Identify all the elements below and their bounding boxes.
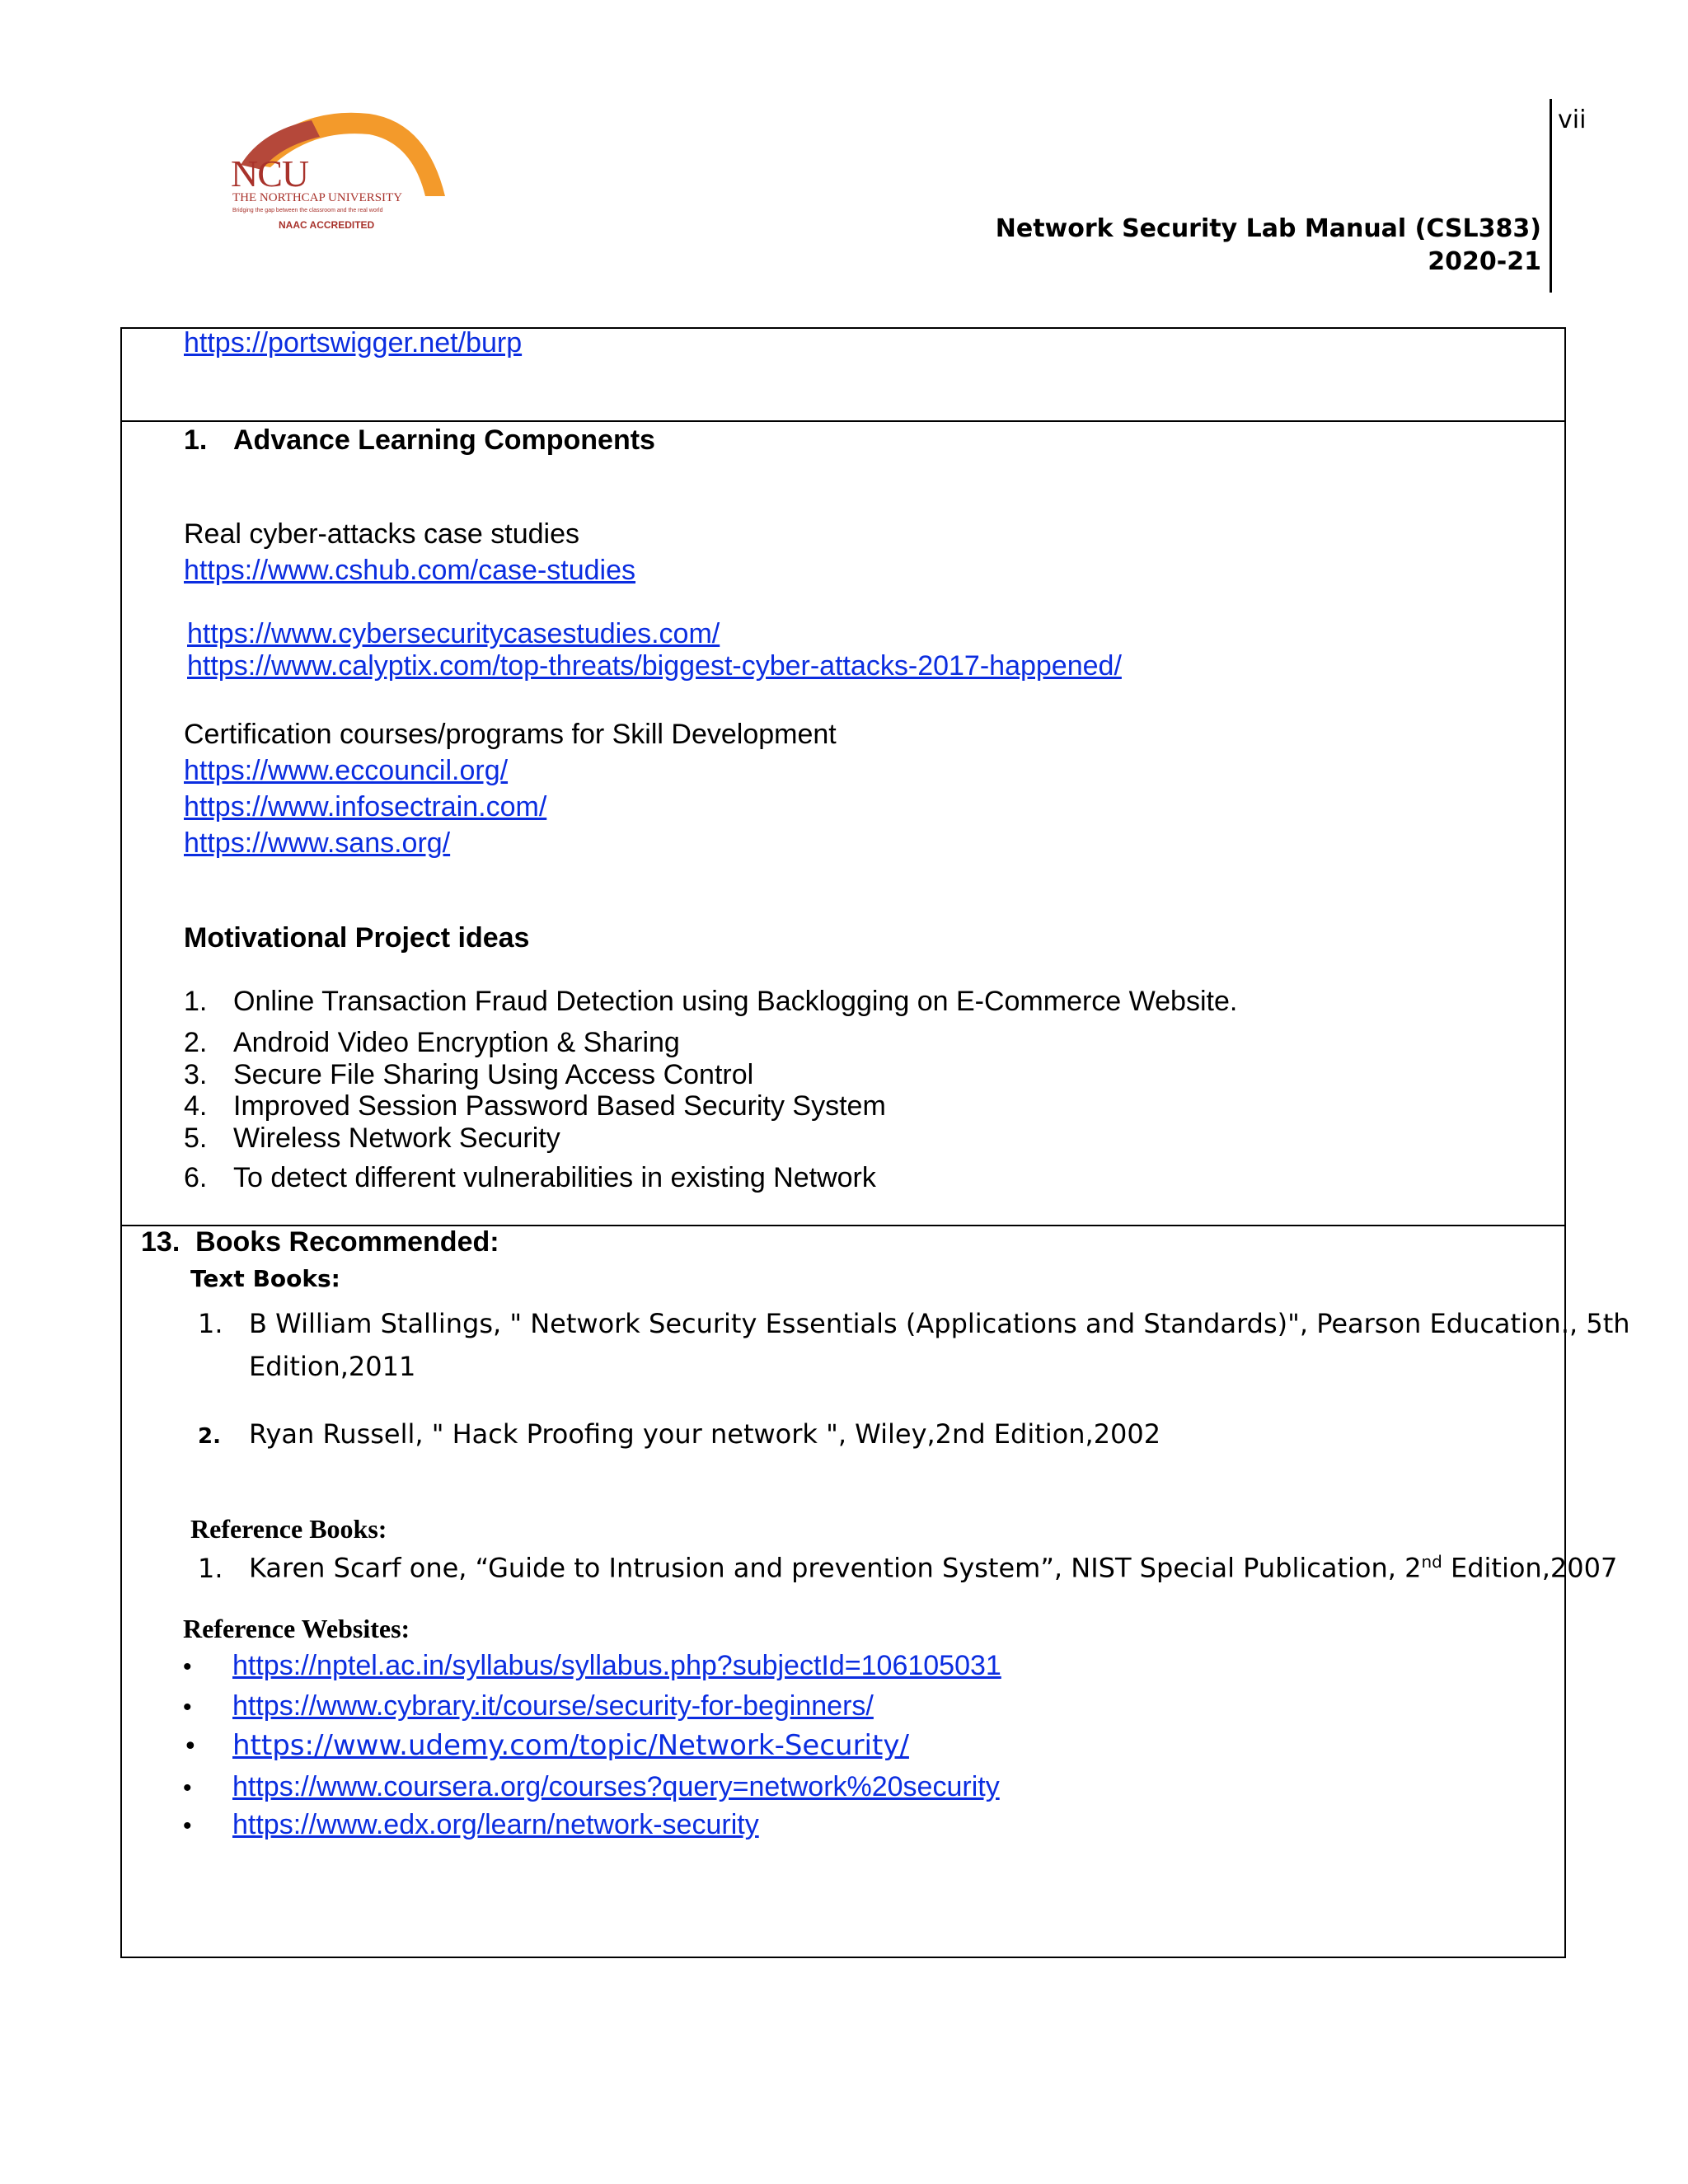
website-item <box>183 1729 909 1764</box>
website-link[interactable]: https://www.udemy.com/topic/Network-Security/ <box>232 1729 909 1762</box>
bullet-icon: • <box>183 1812 192 1840</box>
project-item <box>184 1122 560 1155</box>
project-text: Improved Session Password Based Security System <box>233 1090 886 1122</box>
books-heading: 13. Books Recommended: <box>141 1226 499 1258</box>
certification-label: Certification courses/programs for Skill Development <box>184 719 837 750</box>
certification-link[interactable]: https://www.sans.org/ <box>184 827 451 859</box>
case-study-link[interactable]: https://www.calyptix.com/top-threats/biggest-cyber-attacks-2017-happened/ <box>187 650 1122 682</box>
table-row-divider <box>120 420 1566 422</box>
website-link[interactable]: https://www.edx.org/learn/network-security <box>232 1809 759 1840</box>
website-link[interactable]: https://nptel.ac.in/syllabus/syllabus.php?subjectId=106105031 <box>232 1650 1001 1681</box>
advance-learning-heading <box>184 424 655 457</box>
project-item <box>184 1090 886 1122</box>
logo-badge: NAAC ACCREDITED <box>279 219 375 231</box>
certification-link[interactable]: https://www.infosectrain.com/ <box>184 791 547 823</box>
certification-link[interactable]: https://www.eccouncil.org/ <box>184 755 509 786</box>
text-book-item <box>198 1302 1630 1388</box>
case-study-link[interactable]: https://www.cshub.com/case-studies <box>184 555 636 586</box>
project-text: Secure File Sharing Using Access Control <box>233 1059 754 1090</box>
book-text: Ryan Russell, " Hack Proofing your network ", Wiley,2nd Edition,2002 <box>249 1418 1161 1450</box>
heading-number: 1. <box>184 424 208 456</box>
burp-link[interactable]: https://portswigger.net/burp <box>184 327 523 359</box>
website-item <box>183 1649 1001 1684</box>
website-item <box>183 1690 874 1724</box>
university-logo <box>229 105 452 237</box>
project-ideas-heading: Motivational Project ideas <box>184 922 530 954</box>
reference-books-label: Reference Books: <box>190 1514 387 1544</box>
heading-text: Advance Learning Components <box>233 424 655 456</box>
logo-ncu-text: NCU <box>231 152 309 194</box>
book-text: B William Stallings, " Network Security Essentials (Applications and Standards)", Pearson Education., 5th <box>249 1308 1630 1339</box>
bullet-icon: • <box>183 1653 192 1680</box>
logo-subtitle: THE NORTHCAP UNIVERSITY <box>232 191 403 204</box>
project-text: To detect different vulnerabilities in existing Network <box>233 1162 876 1193</box>
text-book-item <box>198 1413 1160 1458</box>
case-study-link[interactable]: https://www.cybersecuritycasestudies.com/ <box>187 618 720 649</box>
case-studies-label: Real cyber-attacks case studies <box>184 518 579 550</box>
project-text: Online Transaction Fraud Detection using Backlogging on E-Commerce Website. <box>233 986 1238 1017</box>
document-title: Network Security Lab Manual (CSL383) <box>995 214 1541 243</box>
project-number: 4. <box>184 1090 208 1122</box>
project-text: Wireless Network Security <box>233 1122 560 1154</box>
book-text-end: Edition,2007 <box>1442 1552 1618 1584</box>
book-number: 1. <box>198 1552 223 1584</box>
project-item <box>184 985 1237 1018</box>
header-divider <box>1550 99 1552 293</box>
reference-book-item <box>198 1544 1617 1586</box>
ordinal-suffix: nd <box>1421 1552 1442 1572</box>
text-books-label: Text Books: <box>190 1265 340 1292</box>
project-item <box>184 1026 680 1059</box>
page-number: vii <box>1558 105 1587 134</box>
project-number: 1. <box>184 986 208 1017</box>
website-item <box>183 1770 1000 1805</box>
website-link[interactable]: https://www.coursera.org/courses?query=network%20security <box>232 1771 1000 1802</box>
reference-websites-label: Reference Websites: <box>183 1614 410 1643</box>
project-item <box>184 1161 876 1194</box>
document-year: 2020-21 <box>1428 247 1541 276</box>
book-number: 2. <box>198 1424 221 1449</box>
project-text: Android Video Encryption & Sharing <box>233 1027 680 1058</box>
website-item <box>183 1808 759 1843</box>
project-number: 5. <box>184 1122 208 1154</box>
project-number: 6. <box>184 1162 208 1193</box>
bullet-icon: • <box>183 1732 198 1761</box>
project-number: 3. <box>184 1059 208 1090</box>
bullet-icon: • <box>183 1694 192 1721</box>
book-text: Karen Scarf one, “Guide to Intrusion and prevention System”, NIST Special Publication, 2 <box>249 1552 1422 1584</box>
website-link[interactable]: https://www.cybrary.it/course/security-for-beginners/ <box>232 1690 874 1722</box>
bullet-icon: • <box>183 1774 192 1802</box>
logo-tagline: Bridging the gap between the classroom and the real world <box>232 208 383 213</box>
project-item <box>184 1058 753 1091</box>
project-number: 2. <box>184 1027 208 1058</box>
book-number: 1. <box>198 1308 223 1339</box>
book-text-continued: Edition,2011 <box>249 1351 416 1382</box>
